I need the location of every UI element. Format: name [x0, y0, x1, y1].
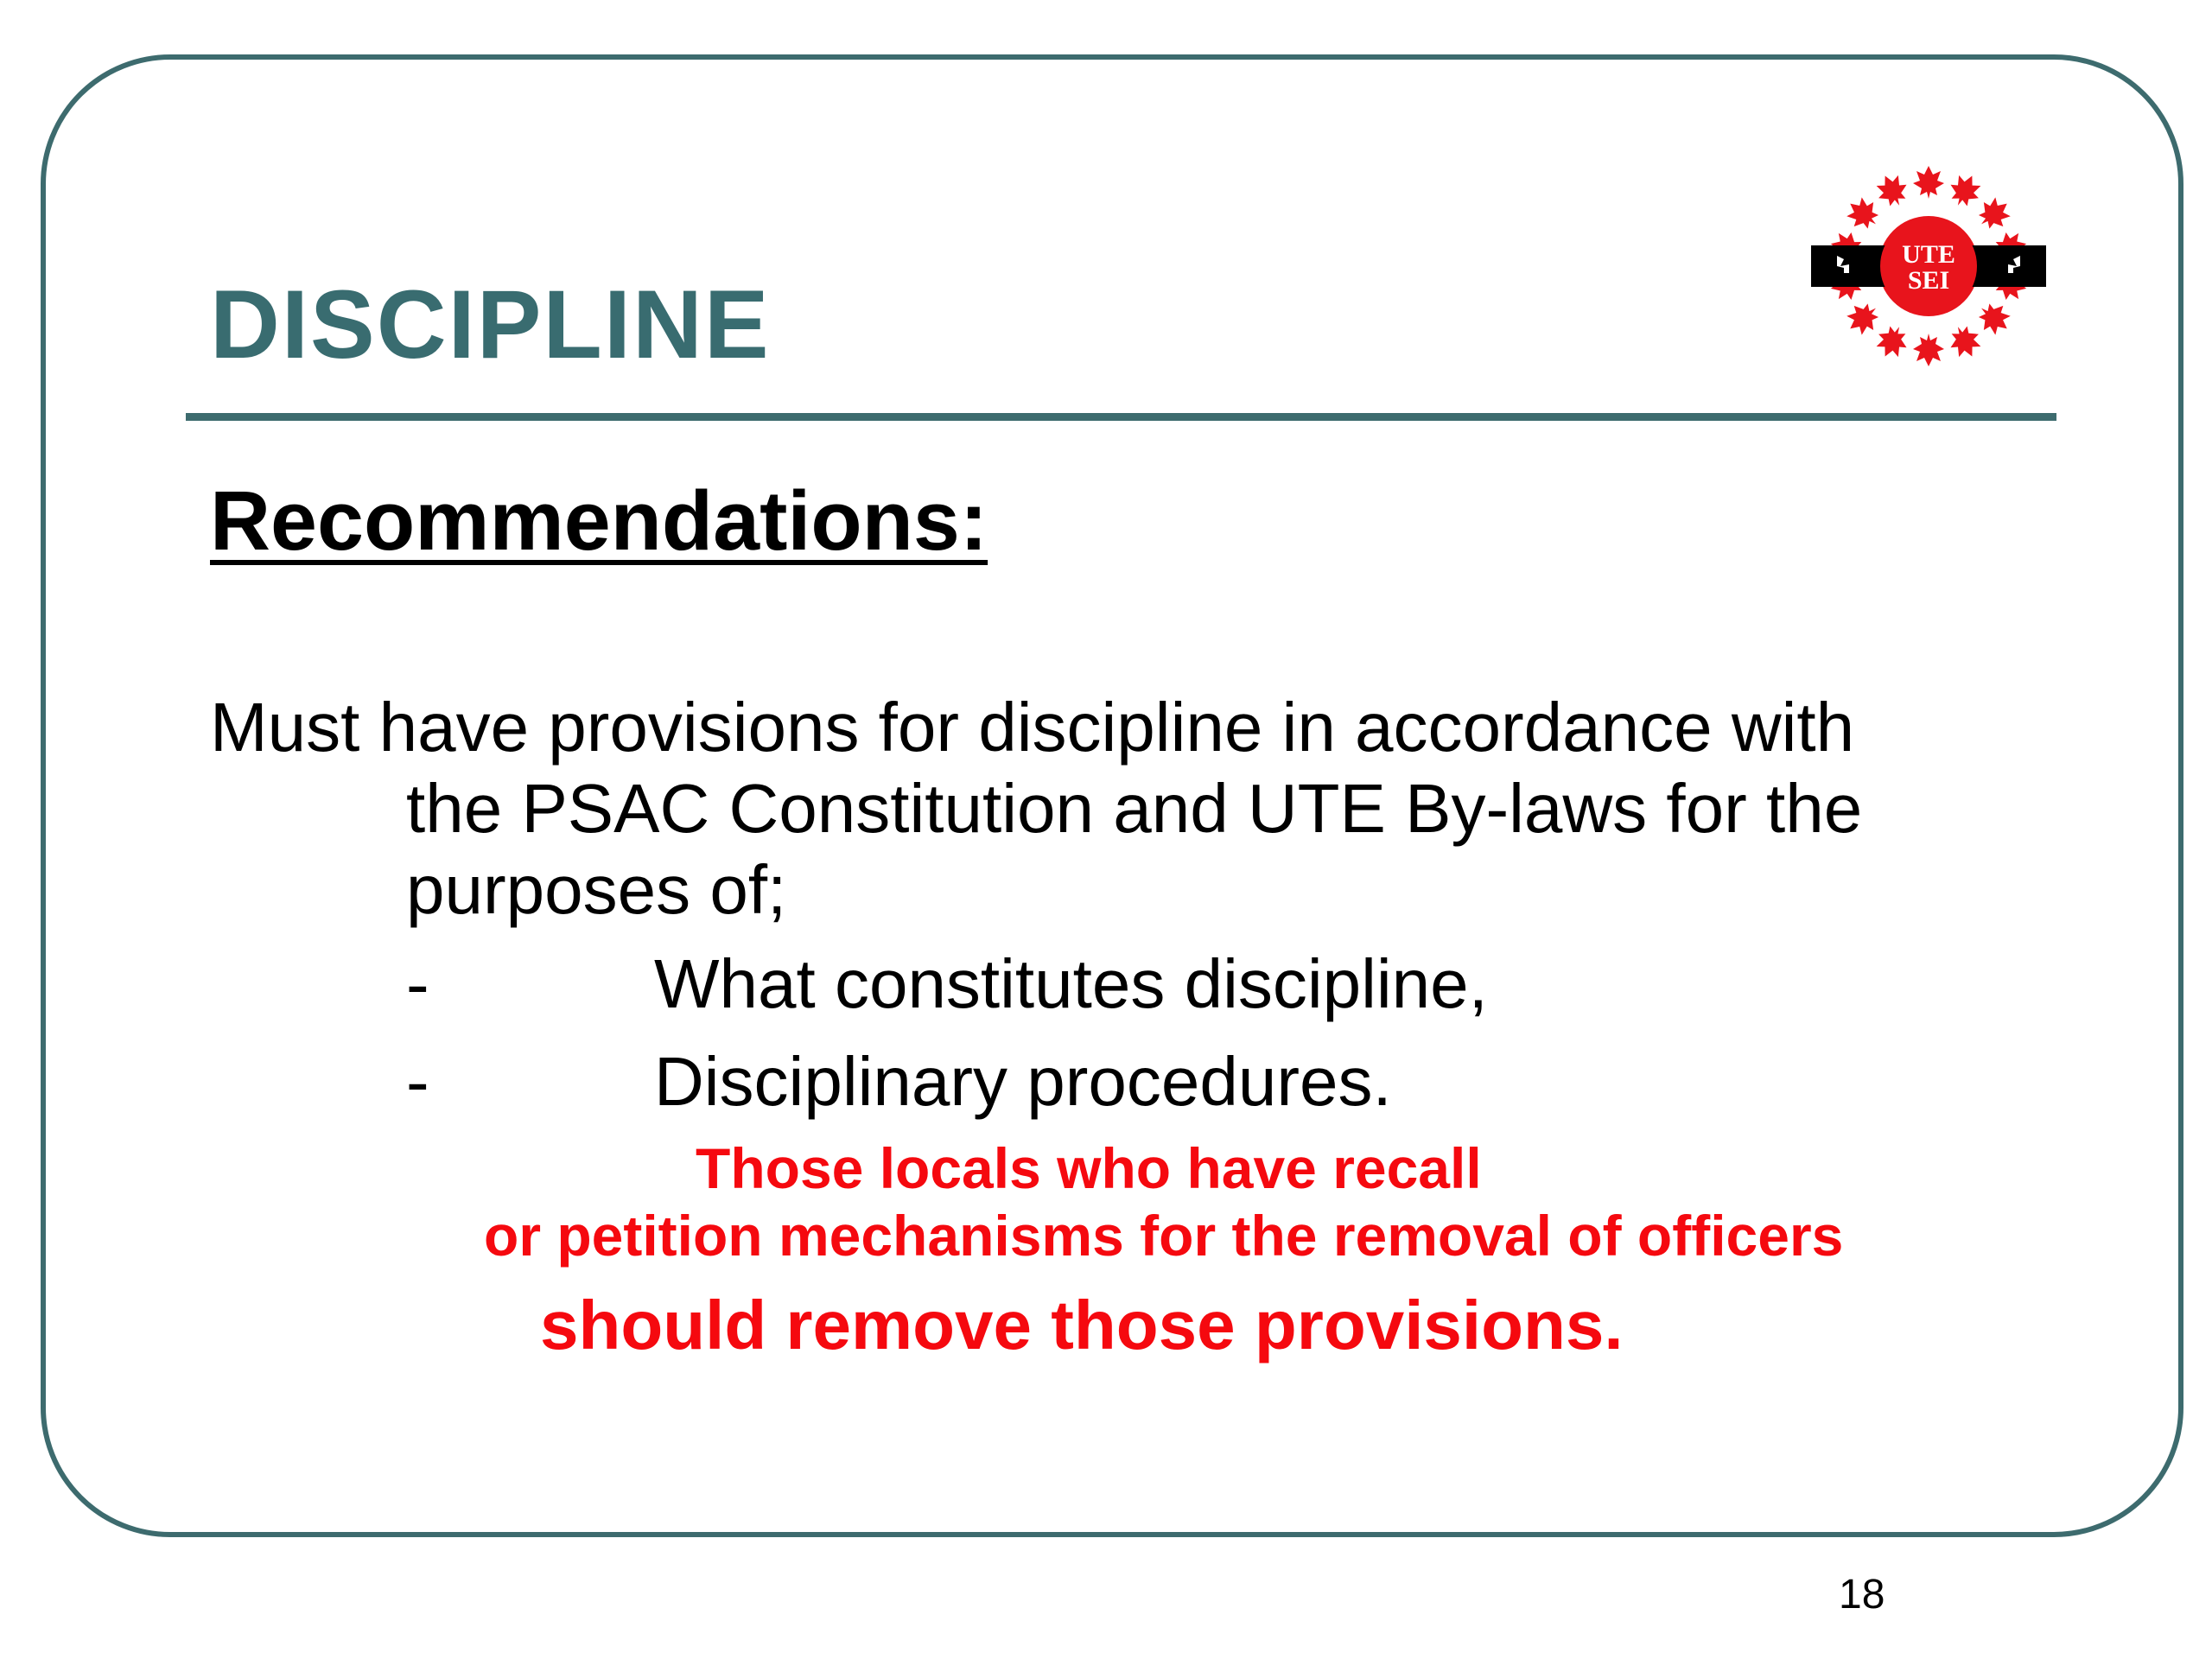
slide-title: DISCIPLINE	[210, 270, 771, 378]
intro-line-3: purposes of;	[406, 851, 787, 928]
logo-text-ute: UTE	[1902, 240, 1955, 269]
maple-leaf-icon	[1871, 169, 1913, 213]
title-divider	[186, 413, 2056, 421]
bullet-marker: -	[406, 1043, 429, 1120]
bullet-text: What constitutes discipline,	[654, 945, 1488, 1022]
logo-text-sei: SEI	[1907, 266, 1950, 295]
maple-leaf-icon	[1913, 166, 1944, 199]
intro-line-2: the PSAC Constitution and UTE By-laws for the	[406, 770, 1863, 847]
intro-line-1: Must have provisions for discipline in accordance with	[210, 689, 1855, 766]
page-number: 18	[1839, 1572, 1885, 1618]
note-line-1: Those locals who have recall	[696, 1136, 1482, 1200]
maple-leaf-icon	[1944, 320, 1986, 363]
maple-leaf-icon	[1913, 334, 1944, 366]
intro-paragraph	[210, 687, 2059, 931]
note-line-2: or petition mechanisms for the removal of officers	[484, 1204, 1844, 1268]
maple-leaf-icon	[1871, 320, 1913, 363]
recommendations-heading: Recommendations:	[210, 474, 988, 568]
bullet-marker: -	[406, 945, 429, 1022]
note-line-3: should remove those provisions.	[540, 1287, 1624, 1363]
ute-logo-icon	[1811, 159, 2046, 377]
bullet-text: Disciplinary procedures.	[654, 1043, 1392, 1120]
maple-leaf-icon	[1944, 169, 1986, 213]
